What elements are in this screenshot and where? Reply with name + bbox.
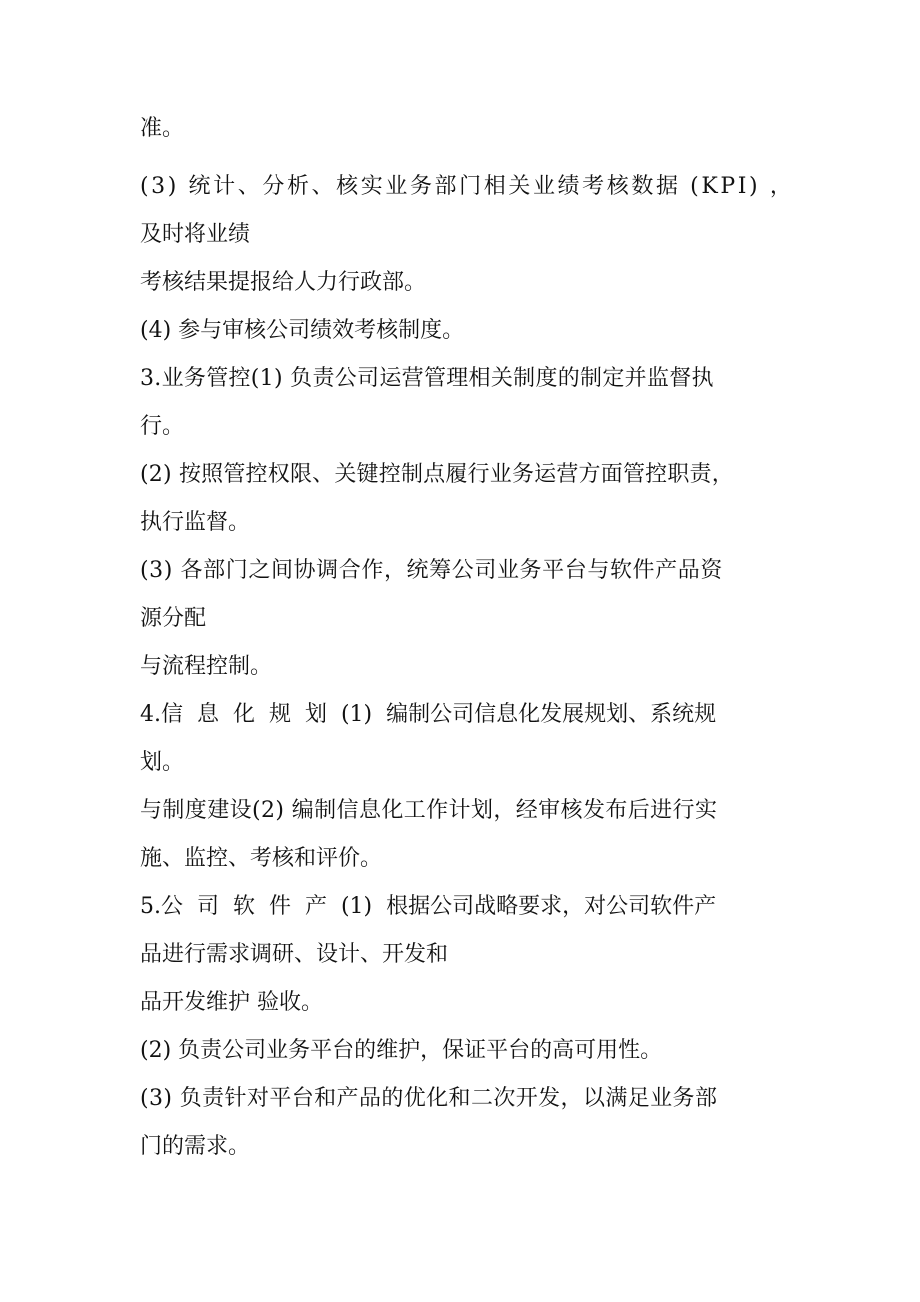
text-line: 3.业务管控(1) 负责公司运营管理相关制度的制定并监督执 bbox=[140, 366, 714, 391]
text-line: 5.公 司 软 件 产 (1) 根据公司战略要求，对公司软件产 bbox=[140, 894, 717, 919]
text-line: 门的需求。 bbox=[140, 1134, 251, 1159]
text-line: 与流程控制。 bbox=[140, 654, 273, 679]
text-line: 品进行需求调研、设计、开发和 bbox=[140, 942, 449, 967]
text-line: 与制度建设(2) 编制信息化工作计划，经审核发布后进行实 bbox=[140, 798, 718, 823]
text-line: 执行监督。 bbox=[140, 510, 251, 535]
text-line: (2) 按照管控权限、关键控制点履行业务运营方面管控职责， bbox=[140, 462, 734, 487]
text-line: (4) 参与审核公司绩效考核制度。 bbox=[140, 318, 465, 343]
text-line: 及时将业绩 bbox=[140, 222, 251, 247]
text-line: 考核结果提报给人力行政部。 bbox=[140, 270, 427, 295]
text-line: 品开发维护 验收。 bbox=[140, 990, 323, 1015]
text-line: 行。 bbox=[140, 414, 185, 439]
text-line: (3) 统计、分析、核实业务部门相关业绩考核数据 (KPI) ， bbox=[140, 174, 795, 199]
text-line: 划。 bbox=[140, 750, 185, 775]
text-line: (3) 各部门之间协调合作，统筹公司业务平台与软件产品资 bbox=[140, 558, 723, 583]
text-line: (3) 负责针对平台和产品的优化和二次开发，以满足业务部 bbox=[140, 1086, 718, 1111]
text-line: 4.信 息 化 规 划 (1) 编制公司信息化发展规划、系统规 bbox=[140, 702, 717, 727]
text-line: 准。 bbox=[140, 116, 185, 141]
text-line: (2) 负责公司业务平台的维护，保证平台的高可用性。 bbox=[140, 1038, 663, 1063]
text-line: 源分配 bbox=[140, 606, 207, 631]
text-line: 施、监控、考核和评价。 bbox=[140, 846, 383, 871]
